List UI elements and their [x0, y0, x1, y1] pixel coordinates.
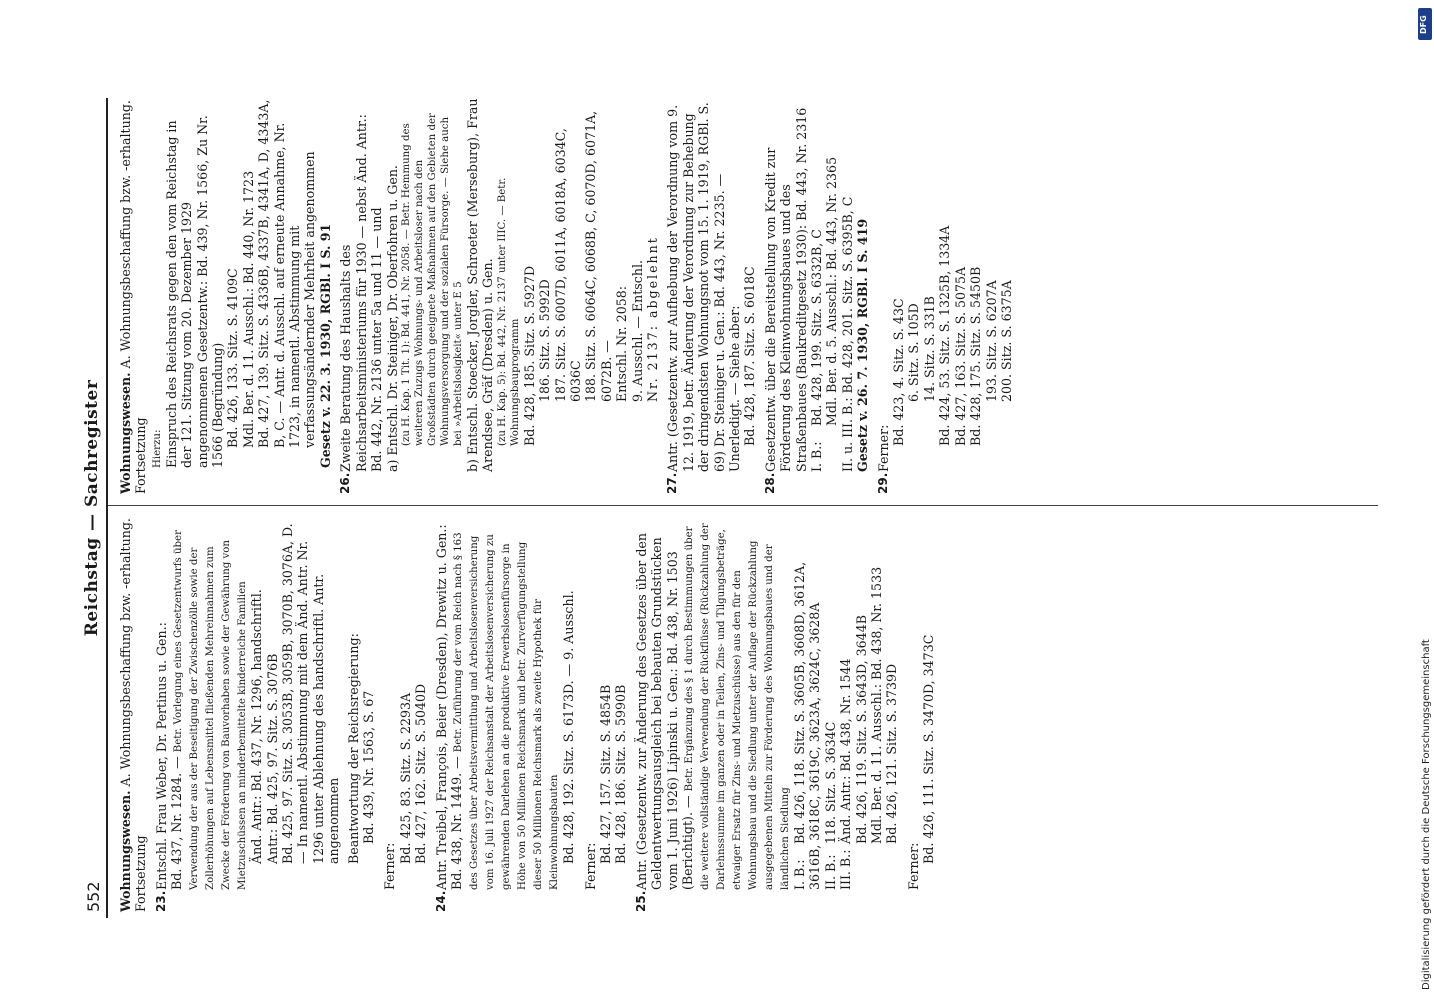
reference-row: Bd. 427, 163. Sitz. S. 5075A [952, 266, 968, 446]
entry-number: 23. [153, 890, 168, 912]
entry-text: Antr. (Gesetzentw. zur Aufhebung der Verordnung vom 9. 12. 1919, betr. Änderung der Verordnung zur Behebung der dringendsten Wohnungsnot vom 15. 1. 1919, RGBl. S. 69) Dr. Steiniger u. Gen.: Bd. 443, Nr. 2235. — Unerledigt. — Siehe aber: [665, 102, 742, 472]
dfg-logo [1418, 8, 1432, 40]
entry-25 [634, 516, 937, 912]
reading-label: II. u. III. B.: [839, 397, 855, 472]
reading-label: II. B.: [822, 854, 838, 890]
hierzu-label: Hierzu: [151, 429, 163, 468]
entry-24 [434, 516, 629, 912]
entry-text: 9. Ausschl. — Entschl. [629, 260, 645, 402]
running-head [80, 98, 104, 918]
entry-text: Zweite Beratung des Haushalts des Reichsarbeitsministeriums für 1930 — nebst Änd. Antr.: Bd. 442, Nr. 2136 unter 5a und 11 — und [338, 114, 385, 472]
entry-text: Antr. (Gesetzentw. zur Änderung des Gesetzes über den Geldentwertungsausgleich bei bebauten Grundstücken vom 1. Juni 1926) Lipinski u. Gen.: Bd. 438, Nr. 1503 (Berichtigt). — [633, 533, 695, 890]
reference-row: Bd. 424, 53. Sitz. S. 1325B, 1334A [937, 225, 953, 446]
entry-text: Bd. 428, 192. Sitz. S. 6173D. — 9. Ausschl. [561, 590, 577, 864]
entry-28 [763, 98, 871, 494]
ferner-label: Ferner: [582, 842, 598, 890]
entry-text: Bd. 426, 119. Sitz. S. 3643D, 3644B [853, 615, 869, 844]
entry-number: 27. [665, 472, 680, 494]
entry-text: Gesetzentw. über die Bereitstellung von Kredit zur Förderung des Kleinwohnungsbaues und des Straßenbaues (Baukreditgesetz 1930): Bd. 443, Nr. 2316 [762, 107, 809, 472]
section-heading-bold: Wohnungswesen. [118, 790, 133, 912]
entry-text: Änd. Antr.: Bd. 438, Nr. 1544 [838, 658, 854, 844]
entry-text: 188. Sitz. S. 6064C, 6068B, C, 6070D, 6071A, 6072B. — [583, 110, 614, 402]
entry-text: Antr. Treibel, François, Beier (Dresden), Drewitz u. Gen.: Bd. 438, Nr. 1449. — [433, 524, 465, 890]
rotated-page-content [80, 98, 1380, 918]
entry-text: Entschl. Nr. 2058: [614, 286, 630, 402]
law-reference: Gesetz v. 22. 3. 1930, RGBl. I S. 91 [317, 223, 333, 468]
entry-text: 186. Sitz. S. 5992D [537, 279, 553, 402]
section-heading [118, 98, 149, 494]
entry-text: Bd. 428, 185. Sitz. S. 5927D [521, 265, 537, 446]
entry-26 [338, 98, 660, 494]
entry-note: Betr. Zuführung der vom Reich nach § 163 des Gesetzes über Arbeitsvermittlung und Arbeitslosenversicherung vom 16. Juli 1927 der Reichsanstalt der Arbeitslosenversicherung zu gewährenden Darlehen an die produktive Erwerbslosenfürsorge in Höhe von 50 Millionen Reichsmark und betr. Zurverfügungstellung dieser 50 Millionen Reichsmark als zweite Hypothek für Kleinwohnungsbauten [453, 532, 561, 890]
entry-text: Bd. 428, 187. Sitz. S. 6018C [742, 266, 758, 446]
reference-row: 193. Sitz. S. 6207A [983, 280, 999, 402]
entry-text: Mdl. Ber. d. 11. Ausschl.: Bd. 440, Nr. 1723 [240, 170, 256, 448]
entry-text: Bd. 439, Nr. 1563, S. 67 [361, 690, 377, 844]
column-divider [108, 505, 1378, 506]
entry-text: Entschl. Frau Weber, Dr. Pertinus u. Gen.: [153, 622, 169, 890]
reading-label: I. B.: [809, 441, 825, 472]
section-heading [118, 516, 149, 912]
header-rule [106, 98, 108, 918]
entry-note: Betr. Ergänzung des § 1 durch Bestimmungen über die weitere vollständige Verwendung der Rückflüsse (Rückzahlung der Darlehnssumme im ganzen oder in Teilen, Zins- und Tilgungsbeträge, etwaiger Ersatz für Zins- und Mietzuschüsse) aus den für den Wohnungsbau und die Siedlung unter der Auflage der Rückzahlung ausgegebenen Mitteln zur Förderung des Wohnungsbaues und der ländlichen Siedlung [683, 523, 791, 890]
entry-note: (zu H. Kap. 1 Tit. 1): Bd. 441, Nr. 2058. — Betr. Hemmung des weiteren Zuzugs Wohnungs- und Arbeitsloser nach den Großstädten durch geeignete Maßnahmen auf den Gebieten der Wohnungsversorgung und der sozialen Fürsorge. — Siehe auch bei »Arbeitslosigkeit« unter E 5 [400, 113, 464, 446]
section-heading-rest: A. Wohnungsbeschaffung bzw. -erhaltung. Fortsetzung [118, 518, 149, 912]
entry-text: Bd. 428, 201. Sitz. S. 6395B, C [839, 196, 855, 394]
entry-text: Antr.: Bd. 425, 97. Sitz. S. 3076B [264, 653, 280, 864]
left-column [118, 516, 937, 912]
entry-29 [876, 98, 1015, 494]
entry-text: Bd. 427, 162. Sitz. S. 5040D [413, 683, 429, 864]
entry-text: Bd. 427, 157. Sitz. S. 4854B [597, 684, 613, 864]
entry-text: Änd. Antr.: Bd. 437, Nr. 1296, handschriftl. [249, 589, 265, 864]
entry-number: 26. [338, 472, 353, 494]
entry-number: 29. [875, 472, 890, 494]
right-column [118, 98, 1014, 494]
reference-row: 14. Sitz. S. 331B [921, 296, 937, 402]
entry-number: 28. [762, 472, 777, 494]
entry-text: Bd. 426, 118. Sitz. S. 3605B, 3608D, 3612A, 3616B, 3618C, 3619C, 3623A, 3624C, 3628A [791, 561, 823, 890]
entry-text: Bd. 425, 83. Sitz. S. 2293A [397, 692, 413, 864]
entry-23 [154, 516, 429, 912]
section-heading-bold: Wohnungswesen. [118, 372, 133, 494]
entry-27 [665, 98, 757, 494]
running-title: Reichstag — Sachregister [82, 379, 102, 637]
entry-text: Bd. 425, 97. Sitz. S. 3053B, 3059B, 3070B, 3076A, D. — In namentl. Abstimmung mit dem Änd. Antr. Nr. 1296 unter Ablehnung des handschriftl. Antr. angenommen [280, 523, 342, 864]
entry-text: Mdl. Ber. d. 5. Ausschl.: Bd. 443, Nr. 2365 [824, 156, 840, 426]
entry-note: (zu H. Kap. 5): Bd. 442, Nr. 2137 unter IIIC. — Betr. Wohnungsbauprogramm [496, 177, 521, 446]
reference-row: 200. Sitz. S. 6375A [998, 280, 1014, 402]
entry-text: Bd. 428, 199. Sitz. S. 6332B, C [809, 229, 825, 426]
reading-label: III. B.: [838, 849, 854, 890]
entry-text: b) Entschl. Stoecker, Jorgler, Schroeter (Merseburg), Frau Arendsee, Gräf (Dresden) u. Gen. [464, 98, 496, 472]
entry-text: Bd. 426, 111. Sitz. S. 3470D, 3473C [921, 634, 937, 864]
entry-text: 187. Sitz. S. 6007D, 6011A, 6018A, 6034C, 6036C [552, 128, 583, 402]
entry-text: Bd. 427, 139. Sitz. S. 4336B, 4337B, 4341A, D, 4343A, B, C. — Antr. d. Ausschl. auf erneute Annahme, Nr. 1723, in namentl. Abstimmung mit verfassungsändernder Mehrheit angenommen [256, 99, 318, 448]
digitization-credit: Digitalisierung gefördert durch die Deutsche Forschungsgemeinschaft [1421, 639, 1432, 990]
ferner-label: Ferner: [905, 842, 921, 890]
entry-number: 24. [433, 890, 448, 912]
law-reference: Gesetz v. 26. 7. 1930, RGBl. I S. 419 [855, 218, 871, 472]
entry-text: Bd. 428, 186. Sitz. S. 5990B [613, 684, 629, 864]
entry-text: Bd. 437, Nr. 1284. — [169, 756, 185, 890]
reference-row: Bd. 423, 4. Sitz. S. 43C [891, 298, 907, 446]
reading-label: I. B.: [791, 859, 807, 890]
entry-text: Einspruch des Reichsrats gegen den vom Reichstag in der 121. Sitzung vom 20. Dezember 1929 angenommenen Gesetzentw.: Bd. 439, Nr. 1566, Zu Nr. 1566 (Begründung) [163, 115, 226, 468]
dfg-logo-text: DFG [1419, 15, 1428, 34]
page-number: 552 [84, 881, 103, 912]
entry-number: 25. [633, 890, 648, 912]
reference-row: Bd. 428, 175. Sitz. S. 5450B [968, 266, 984, 446]
entry-text: Beantwortung der Reichsregierung: [345, 633, 361, 864]
entry-text: Nr. 2137: abgelehnt [644, 236, 660, 402]
entry-text: a) Entschl. Dr. Steiniger, Dr. Oberfohren u. Gen. [384, 165, 400, 472]
section-heading-rest: A. Wohnungsbeschaffung bzw. -erhaltung. Fortsetzung [118, 100, 149, 494]
reference-row: 6. Sitz. S. 105D [906, 303, 922, 402]
entry-text: 118. Sitz. S. 3634C [822, 721, 838, 844]
entry-text: Bd. 426, 121. Sitz. S. 3739D [884, 663, 900, 844]
entry-text: Bd. 426, 133. Sitz. S. 4109C [225, 268, 241, 448]
ferner-label: Ferner: [875, 424, 891, 472]
ferner-label: Ferner: [382, 842, 398, 890]
entry-text: Mdl. Ber. d. 11. Ausschl.: Bd. 438, Nr. 1533 [868, 566, 884, 844]
entry-note: Betr. Vorlegung eines Gesetzentwurfs über Verwendung der aus der Beseitigung der Zwischenzölle sowie der Zollerhöhungen auf Lebensmittel fließenden Mehreinnahmen zum Zwecke der Förderung von Bauvorhaben sowie der Gewährung von Mietzuschüssen an minderbemittelte kinderreiche Familien [173, 530, 249, 890]
